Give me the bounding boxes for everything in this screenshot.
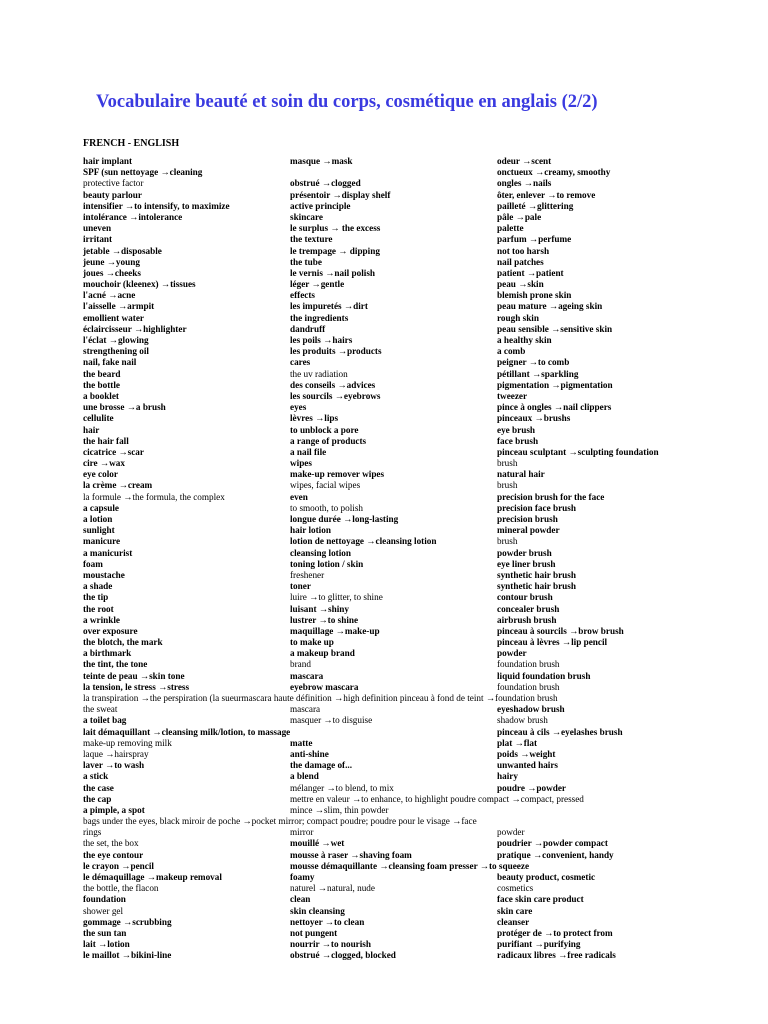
vocab-entry: manicure: [83, 536, 121, 547]
vocab-entry: the uv radiation: [290, 368, 348, 379]
vocab-entry: the beard: [83, 368, 121, 379]
vocab-entry: foam: [83, 558, 103, 569]
vocab-entry: mascara: [290, 670, 324, 681]
vocab-row: [83, 648, 753, 659]
vocab-row: [83, 604, 753, 615]
vocab-entry: nail patches: [497, 256, 544, 267]
vocab-entry: naturel →natural, nude: [290, 883, 375, 894]
vocab-row: [83, 413, 753, 424]
vocab-row: [83, 771, 753, 782]
vocab-entry: even: [290, 491, 308, 502]
vocab-row: [83, 514, 753, 525]
vocab-entry: intensifier →to intensify, to maximize: [83, 200, 230, 211]
vocab-entry: mirror: [290, 827, 314, 838]
vocab-entry: over exposure: [83, 625, 138, 636]
vocab-row: [83, 637, 753, 648]
vocab-entry: poudrier →powder compact: [497, 838, 608, 849]
vocab-entry: beauty product, cosmetic: [497, 872, 596, 882]
vocab-entry: natural hair: [497, 469, 545, 480]
vocab-entry: patient →patient: [497, 267, 564, 278]
vocab-entry: powder: [497, 827, 525, 838]
vocab-row: [83, 749, 753, 760]
vocab-entry: pétillant →sparkling: [497, 368, 579, 379]
vocab-entry: sunlight: [83, 525, 115, 536]
vocab-row: [83, 402, 753, 413]
vocab-entry: laque →hairspray: [83, 748, 149, 759]
vocab-entry: eye brush: [497, 424, 536, 435]
vocab-entry: cleanser: [497, 916, 530, 927]
vocab-entry: pinceau à cils →eyelashes brush: [497, 726, 623, 737]
vocab-entry: the hair fall: [83, 435, 129, 446]
vocab-entry: mousse démaquillante →cleansing foam presser →to squeeze: [290, 860, 530, 871]
vocab-entry: foundation brush: [497, 681, 560, 692]
vocab-entry: brush: [497, 536, 518, 547]
vocab-entry: plat →flat: [497, 737, 538, 748]
vocab-entry: lustrer →to shine: [290, 614, 359, 625]
vocab-entry: jeune →young: [83, 256, 140, 267]
vocab-row: [83, 391, 753, 402]
vocab-entry: éclaircisseur →highlighter: [83, 323, 187, 334]
vocab-entry: le vernis →nail polish: [290, 267, 375, 278]
vocab-entry: les poils →hairs: [290, 335, 353, 345]
vocab-entry: a stick: [83, 771, 109, 782]
vocab-entry: precision brush for the face: [497, 491, 605, 502]
vocab-entry: a comb: [497, 346, 526, 357]
vocab-entry: airbrush brush: [497, 614, 557, 625]
vocab-entry: radicaux libres →free radicals: [497, 950, 616, 961]
vocab-entry: mousse à raser →shaving foam: [290, 849, 412, 860]
vocab-row: [83, 178, 753, 189]
vocab-entry: concealer brush: [497, 603, 560, 614]
vocab-entry: pinceau à lèvres →lip pencil: [497, 637, 608, 648]
vocab-row: [83, 626, 753, 637]
vocab-entry: masque →mask: [290, 156, 353, 166]
vocab-entry: dandruff: [290, 323, 326, 334]
vocab-row: [83, 917, 753, 928]
vocab-entry: foamy: [290, 872, 315, 882]
vocab-entry: peigner →to comb: [497, 357, 570, 368]
vocab-row: [83, 346, 753, 357]
vocab-row: [83, 827, 753, 838]
vocab-row: [83, 883, 753, 894]
vocab-entry: a lotion: [83, 514, 113, 524]
vocab-row: [83, 794, 753, 805]
vocab-entry: les produits →products: [290, 346, 382, 357]
vocab-row: [83, 167, 753, 178]
vocab-entry: poudre →powder: [497, 782, 567, 793]
vocab-entry: masquer →to disguise: [290, 715, 373, 726]
vocab-entry: SPF (sun nettoyage →cleaning: [83, 167, 203, 178]
vocab-entry: hair implant: [83, 156, 133, 166]
vocab-row: [83, 928, 753, 939]
vocab-row: [83, 581, 753, 592]
vocab-entry: the texture: [290, 234, 333, 245]
vocab-entry: the eye contour: [83, 849, 144, 860]
vocab-entry: brush: [497, 480, 518, 491]
vocab-row: [83, 570, 753, 581]
vocab-entry: a wrinkle: [83, 614, 121, 625]
vocab-entry: a booklet: [83, 390, 119, 401]
vocab-entry: shadow brush: [497, 715, 548, 726]
vocab-entry: lait →lotion: [83, 939, 130, 950]
vocab-row: [83, 290, 753, 301]
vocab-row: [83, 693, 753, 704]
vocab-entry: mouchoir (kleenex) →tissues: [83, 279, 196, 290]
vocab-row: [83, 223, 753, 234]
vocab-row: [83, 939, 753, 950]
vocab-row: [83, 268, 753, 279]
vocab-entry: luisant →shiny: [290, 603, 349, 614]
vocab-entry: lait démaquillant →cleansing milk/lotion, to massage: [83, 726, 291, 737]
section-heading: FRENCH - ENGLISH: [83, 138, 180, 149]
vocab-entry: l'aisselle →armpit: [83, 301, 155, 312]
vocab-entry: freshener: [290, 569, 325, 580]
vocabulary-table: [83, 156, 753, 962]
vocab-entry: pâle →pale: [497, 211, 542, 222]
vocab-entry: le trempage → dipping: [290, 245, 380, 256]
vocab-entry: strengthening oil: [83, 346, 149, 357]
vocab-entry: the sun tan: [83, 927, 127, 938]
vocab-entry: skin cleansing: [290, 905, 345, 916]
vocab-entry: palette: [497, 223, 524, 234]
vocab-entry: a manicurist: [83, 547, 133, 558]
vocab-entry: pailleté →glittering: [497, 200, 574, 211]
vocab-row: [83, 894, 753, 905]
vocab-entry: mouillé →wet: [290, 838, 345, 849]
vocab-entry: wipes, facial wipes: [290, 480, 361, 491]
vocab-entry: toner: [290, 581, 311, 592]
vocab-entry: synthetic hair brush: [497, 581, 576, 592]
vocab-entry: pinceau sculptant →sculpting foundation: [497, 446, 659, 457]
vocab-entry: make-up remover wipes: [290, 469, 385, 480]
vocab-entry: rough skin: [497, 312, 539, 323]
vocab-entry: shower gel: [83, 905, 124, 916]
vocab-entry: pinceaux →brushs: [497, 413, 571, 424]
vocab-entry: the bottle, the flacon: [83, 883, 159, 894]
vocab-entry: mélanger →to blend, to mix: [290, 782, 394, 793]
document-title: Vocabulaire beauté et soin du corps, cosmétique en anglais (2/2): [96, 92, 598, 112]
vocab-entry: luire →to glitter, to shine: [290, 592, 383, 603]
vocab-entry: bags under the eyes, black miroir de poche →pocket mirror; compact poudre; poudre pour le visage →face: [83, 816, 477, 827]
vocab-entry: synthetic hair brush: [497, 569, 576, 580]
vocab-entry: pigmentation →pigmentation: [497, 379, 613, 390]
vocab-row: [83, 760, 753, 771]
vocab-row: [83, 838, 753, 849]
vocab-row: [83, 301, 753, 312]
vocab-entry: obstrué →clogged: [290, 178, 361, 189]
vocab-entry: lèvres →lips: [290, 413, 339, 424]
vocab-entry: to smooth, to polish: [290, 502, 363, 513]
vocab-entry: eyebrow mascara: [290, 681, 359, 692]
vocab-entry: mince →slim, thin powder: [290, 804, 389, 815]
vocab-entry: skin care: [497, 905, 533, 916]
vocab-row: [83, 458, 753, 469]
vocab-entry: beauty parlour: [83, 189, 142, 200]
vocab-entry: to unblock a pore: [290, 424, 359, 435]
vocab-entry: pratique →convenient, handy: [497, 849, 614, 860]
vocab-entry: tweezer: [497, 390, 528, 401]
vocab-entry: protéger de →to protect from: [497, 927, 613, 938]
vocab-row: [83, 671, 753, 682]
vocab-row: [83, 559, 753, 570]
vocab-row: [83, 536, 753, 547]
vocab-entry: irritant: [83, 234, 113, 245]
vocab-entry: the damage of...: [290, 760, 353, 771]
vocab-entry: le surplus → the excess: [290, 223, 381, 234]
vocab-entry: contour brush: [497, 592, 553, 603]
vocab-entry: a pimple, a spot: [83, 804, 145, 815]
vocab-row: [83, 872, 753, 883]
vocab-entry: clean: [290, 894, 311, 905]
vocab-entry: hairy: [497, 771, 518, 782]
vocab-row: [83, 447, 753, 458]
vocab-entry: teinte de peau →skin tone: [83, 670, 185, 681]
vocab-row: [83, 492, 753, 503]
vocab-entry: eye liner brush: [497, 558, 556, 569]
vocab-entry: purifiant →purifying: [497, 939, 581, 950]
vocab-entry: hair lotion: [290, 525, 331, 536]
vocab-entry: odeur →scent: [497, 156, 552, 166]
vocab-entry: cares: [290, 357, 311, 368]
vocab-entry: not too harsh: [497, 245, 550, 256]
vocab-row: [83, 279, 753, 290]
vocab-entry: face brush: [497, 435, 539, 446]
vocab-entry: emollient water: [83, 312, 144, 323]
vocab-entry: le maillot →bikini-line: [83, 950, 172, 961]
vocab-entry: maquillage →make-up: [290, 625, 380, 636]
vocab-entry: a capsule: [83, 502, 119, 513]
vocab-entry: the set, the box: [83, 838, 139, 849]
vocab-row: [83, 738, 753, 749]
vocab-row: [83, 156, 753, 167]
vocab-row: [83, 525, 753, 536]
vocab-entry: jetable →disposable: [83, 245, 162, 256]
vocab-entry: a healthy skin: [497, 335, 552, 345]
vocab-entry: a nail file: [290, 446, 327, 457]
vocab-entry: eyes: [290, 402, 307, 413]
vocab-row: [83, 190, 753, 201]
vocab-row: [83, 950, 753, 961]
vocab-entry: blemish prone skin: [497, 290, 572, 301]
vocab-entry: le crayon →pencil: [83, 860, 154, 871]
vocab-entry: pince à ongles →nail clippers: [497, 402, 612, 413]
vocab-entry: léger →gentle: [290, 279, 345, 290]
vocab-entry: gommage →scrubbing: [83, 916, 172, 927]
vocab-entry: a toilet bag: [83, 715, 127, 726]
vocab-entry: laver →to wash: [83, 760, 145, 771]
vocab-entry: skincare: [290, 211, 324, 222]
vocab-entry: the case: [83, 782, 114, 793]
vocab-entry: eye color: [83, 469, 118, 480]
vocab-entry: liquid foundation brush: [497, 670, 591, 681]
vocab-entry: des conseils →advices: [290, 379, 376, 390]
vocab-entry: protective factor: [83, 178, 144, 189]
vocab-row: [83, 861, 753, 872]
vocab-entry: cosmetics: [497, 883, 534, 894]
vocab-row: [83, 659, 753, 670]
vocab-row: [83, 682, 753, 693]
vocab-row: [83, 201, 753, 212]
vocab-entry: hair: [83, 424, 100, 435]
vocab-entry: effects: [290, 290, 315, 301]
vocab-entry: wipes: [290, 458, 312, 469]
vocab-entry: to make up: [290, 637, 334, 648]
vocab-entry: eyeshadow brush: [497, 704, 565, 715]
vocab-entry: the tint, the tone: [83, 659, 148, 670]
vocab-entry: a range of products: [290, 435, 367, 446]
vocab-row: [83, 548, 753, 559]
vocab-entry: peau mature →ageing skin: [497, 301, 603, 312]
vocab-entry: a makeup brand: [290, 648, 355, 659]
vocab-entry: the sweat: [83, 704, 118, 715]
vocab-row: [83, 906, 753, 917]
vocab-row: [83, 592, 753, 603]
vocab-row: [83, 246, 753, 257]
vocab-entry: a shade: [83, 581, 113, 592]
vocab-row: [83, 425, 753, 436]
vocab-entry: foundation brush: [497, 659, 560, 670]
vocab-entry: cire →wax: [83, 458, 125, 469]
vocab-entry: unwanted hairs: [497, 760, 559, 771]
vocab-entry: make-up removing milk: [83, 737, 172, 748]
vocab-entry: cicatrice →scar: [83, 446, 144, 457]
vocab-entry: mettre en valeur →to enhance, to highlight poudre compact →compact, pressed: [290, 793, 584, 804]
vocab-entry: precision face brush: [497, 502, 576, 513]
vocab-entry: the root: [83, 603, 114, 614]
vocab-entry: the ingredients: [290, 312, 349, 323]
vocab-entry: anti-shine: [290, 748, 329, 759]
vocab-row: [83, 704, 753, 715]
vocab-entry: the cap: [83, 793, 112, 804]
vocab-row: [83, 503, 753, 514]
vocab-row: [83, 469, 753, 480]
vocab-entry: toning lotion / skin: [290, 558, 364, 569]
vocab-entry: longue durée →long-lasting: [290, 514, 399, 524]
vocab-entry: not pungent: [290, 927, 338, 938]
vocab-entry: obstrué →clogged, blocked: [290, 950, 396, 961]
vocab-entry: the tip: [83, 592, 109, 603]
vocab-entry: powder brush: [497, 547, 552, 558]
vocab-entry: ôter, enlever →to remove: [497, 189, 596, 200]
vocab-entry: mascara: [290, 704, 321, 715]
vocab-row: [83, 357, 753, 368]
vocab-entry: pinceau à sourcils →brow brush: [497, 625, 624, 636]
vocab-entry: joues →cheeks: [83, 267, 141, 278]
vocab-entry: une brosse →a brush: [83, 402, 166, 413]
vocab-entry: les sourcils →eyebrows: [290, 390, 381, 401]
vocab-entry: nettoyer →to clean: [290, 916, 365, 927]
vocab-entry: rings: [83, 827, 102, 838]
vocab-entry: matte: [290, 737, 313, 748]
vocab-entry: la tension, le stress →stress: [83, 681, 190, 692]
vocab-entry: the bottle: [83, 379, 120, 390]
vocab-entry: mineral powder: [497, 525, 560, 536]
vocab-entry: l'éclat →glowing: [83, 335, 149, 345]
vocab-row: [83, 369, 753, 380]
vocab-entry: présentoir →display shelf: [290, 189, 391, 200]
vocab-entry: brand: [290, 659, 311, 670]
vocab-entry: parfum →perfume: [497, 234, 572, 245]
vocab-row: [83, 727, 753, 738]
vocab-entry: ongles →nails: [497, 178, 552, 189]
vocab-entry: face skin care product: [497, 894, 584, 905]
vocab-entry: the tube: [290, 256, 322, 267]
vocab-entry: l'acné →acne: [83, 290, 136, 301]
vocab-entry: precision brush: [497, 514, 558, 524]
vocab-entry: brush: [497, 458, 518, 469]
vocab-row: [83, 480, 753, 491]
vocab-row: [83, 783, 753, 794]
vocab-entry: onctueux →creamy, smoothy: [497, 167, 611, 178]
vocab-entry: active principle: [290, 200, 351, 211]
vocab-entry: peau sensible →sensitive skin: [497, 323, 613, 334]
vocab-entry: la formule →the formula, the complex: [83, 491, 225, 502]
vocab-entry: cellulite: [83, 413, 114, 424]
vocab-row: [83, 805, 753, 816]
vocab-entry: the blotch, the mark: [83, 637, 163, 648]
vocab-row: [83, 324, 753, 335]
vocab-entry: lotion de nettoyage →cleansing lotion: [290, 536, 437, 547]
vocab-entry: a birthmark: [83, 648, 132, 659]
vocab-entry: foundation: [83, 894, 126, 905]
vocab-entry: la transpiration →the perspiration (la sueurmascara haute définition →high definition pinceau à fond de teint →foundation brush: [83, 693, 558, 703]
vocab-entry: uneven: [83, 223, 112, 234]
vocab-entry: moustache: [83, 569, 125, 580]
vocab-row: [83, 380, 753, 391]
vocab-entry: peau →skin: [497, 279, 544, 290]
vocab-row: [83, 715, 753, 726]
vocab-row: [83, 335, 753, 346]
vocab-entry: nourrir →to nourish: [290, 939, 371, 950]
vocab-entry: intolérance →intolerance: [83, 211, 183, 222]
vocab-entry: cleansing lotion: [290, 547, 352, 558]
vocab-entry: nail, fake nail: [83, 357, 137, 368]
vocab-entry: a blend: [290, 771, 319, 782]
vocab-row: [83, 234, 753, 245]
vocab-row: [83, 436, 753, 447]
vocab-entry: le démaquillage →makeup removal: [83, 872, 222, 882]
vocab-row: [83, 816, 753, 827]
vocab-row: [83, 257, 753, 268]
vocab-entry: powder: [497, 648, 527, 659]
vocab-row: [83, 313, 753, 324]
vocab-entry: poids →weight: [497, 748, 556, 759]
vocab-row: [83, 850, 753, 861]
vocab-row: [83, 212, 753, 223]
vocab-row: [83, 615, 753, 626]
vocab-entry: la crème →cream: [83, 480, 153, 491]
vocab-entry: les impuretés →dirt: [290, 301, 368, 312]
